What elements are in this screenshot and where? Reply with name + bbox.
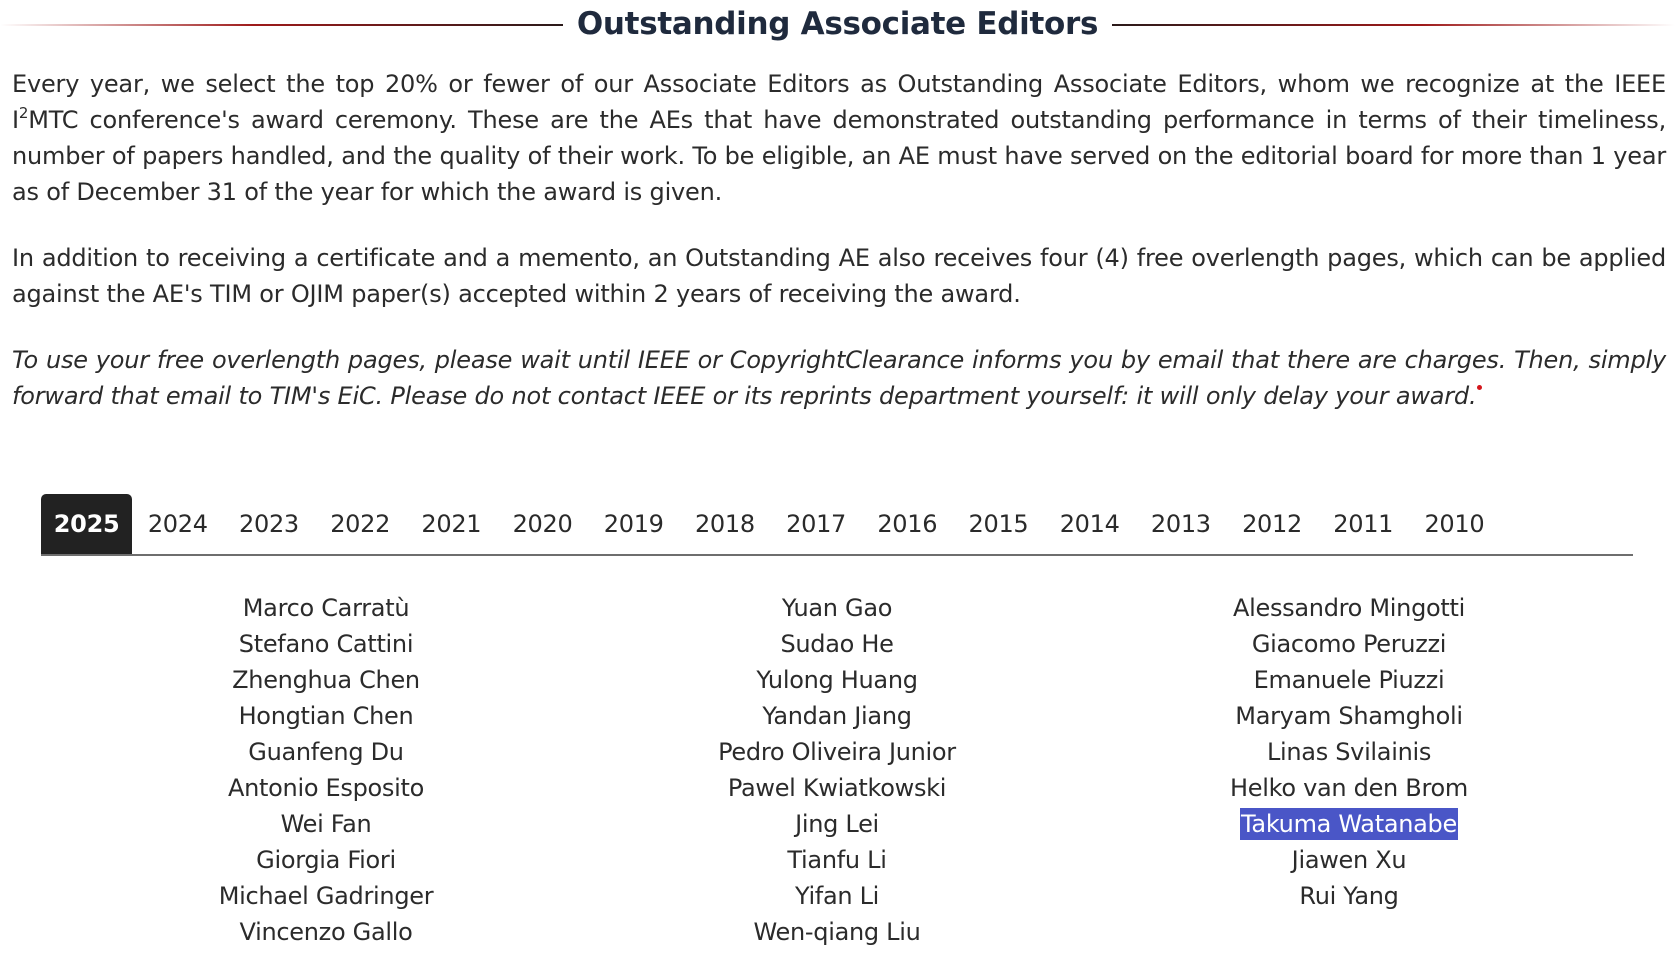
editor-name: Vincenzo Gallo (239, 918, 413, 946)
superscript-two: 2 (18, 104, 29, 122)
editor-name: Zhenghua Chen (232, 666, 420, 694)
editor-name: Marco Carratù (242, 594, 410, 622)
editor-name: Wei Fan (280, 810, 372, 838)
editor-column-3 (1139, 590, 1559, 914)
editor-name: Giorgia Fiori (256, 846, 396, 874)
editor-name: Yandan Jiang (762, 702, 912, 730)
editor-name: Guanfeng Du (248, 738, 404, 766)
tab-year-2021[interactable]: 2021 (421, 510, 482, 538)
editor-name: Sudao He (780, 630, 894, 658)
tab-year-2024[interactable]: 2024 (147, 510, 208, 538)
editor-name: Linas Svilainis (1266, 738, 1432, 766)
benefits-paragraph: In addition to receiving a certificate and a memento, an Outstanding AE also receives four (4) free overlength pages, which can be applied against the AE's TIM or OJIM paper(s) accepted within 2 years of receiving the award. (12, 244, 1666, 308)
selected-text-highlight: Takuma Watanabe (1241, 810, 1457, 838)
eligibility-text-end: MTC conference's award ceremony. These are the AEs that have demonstrated outstanding performance in terms of their timeliness, number of papers handled, and the quality of their work. To be eligible, an AE must have served on the editorial board for more than 1 year as of December 31 of the year for which the award is given. (12, 106, 1666, 206)
editor-name: Yifan Li (794, 882, 880, 910)
editor-name: Tianfu Li (787, 846, 887, 874)
editor-name: Alessandro Mingotti (1233, 594, 1465, 622)
section-heading (0, 0, 1675, 48)
year-tabs (41, 494, 1633, 556)
editor-name: Maryam Shamgholi (1235, 702, 1463, 730)
page-title: Outstanding Associate Editors (576, 6, 1099, 42)
editor-name: Wen-qiang Liu (753, 918, 921, 946)
editor-name: Helko van den Brom (1230, 774, 1468, 802)
tab-year-2017[interactable]: 2017 (786, 510, 847, 538)
editor-name: Pawel Kwiatkowski (727, 774, 947, 802)
editor-name: Stefano Cattini (238, 630, 414, 658)
editor-name: Giacomo Peruzzi (1251, 630, 1447, 658)
tab-year-2018[interactable]: 2018 (694, 510, 755, 538)
red-dot-marker (1477, 385, 1482, 390)
editor-column-2 (627, 590, 1047, 950)
editor-name: Jiawen Xu (1291, 846, 1407, 874)
tab-year-2010[interactable]: 2010 (1424, 510, 1485, 538)
description (12, 66, 1666, 414)
heading-rule-left (0, 24, 563, 26)
editor-name: Emanuele Piuzzi (1253, 666, 1445, 694)
tab-year-2022[interactable]: 2022 (330, 510, 391, 538)
tab-year-2013[interactable]: 2013 (1150, 510, 1211, 538)
eligibility-paragraph (12, 66, 1666, 210)
tab-year-2019[interactable]: 2019 (603, 510, 664, 538)
editor-name: Hongtian Chen (238, 702, 414, 730)
editor-name: Yuan Gao (781, 594, 893, 622)
heading-rule-right (1112, 24, 1675, 26)
tab-year-2014[interactable]: 2014 (1059, 510, 1120, 538)
eligibility-text-start: Every year, we select the top 20% or fewer of our Associate Editors as Outstanding Associate Editors, whom we recognize at the IEEE I (12, 70, 1666, 134)
tab-year-2025[interactable]: 2025 (41, 494, 132, 554)
editor-column-1 (116, 590, 536, 950)
editor-name: Pedro Oliveira Junior (718, 738, 956, 766)
editor-name: Rui Yang (1299, 882, 1399, 910)
editor-name (1139, 806, 1559, 842)
tab-year-2011[interactable]: 2011 (1333, 510, 1394, 538)
tab-year-2016[interactable]: 2016 (877, 510, 938, 538)
tab-year-2012[interactable]: 2012 (1242, 510, 1302, 538)
editor-name: Yulong Huang (756, 666, 918, 694)
overlength-instructions-text: To use your free overlength pages, please wait until IEEE or CopyrightClearance informs you by email that there are charges. Then, simply forward that email to TIM's EiC. Please do not contact IEEE or its reprints department yourself: it will only delay your award. (12, 346, 1666, 410)
tab-year-2015[interactable]: 2015 (968, 510, 1029, 538)
editor-name: Antonio Esposito (228, 774, 424, 802)
editor-name: Jing Lei (795, 810, 879, 838)
overlength-instructions-paragraph (12, 342, 1666, 414)
tab-year-2023[interactable]: 2023 (239, 510, 299, 538)
tab-year-2020[interactable]: 2020 (512, 510, 573, 538)
editor-name: Michael Gadringer (218, 882, 434, 910)
